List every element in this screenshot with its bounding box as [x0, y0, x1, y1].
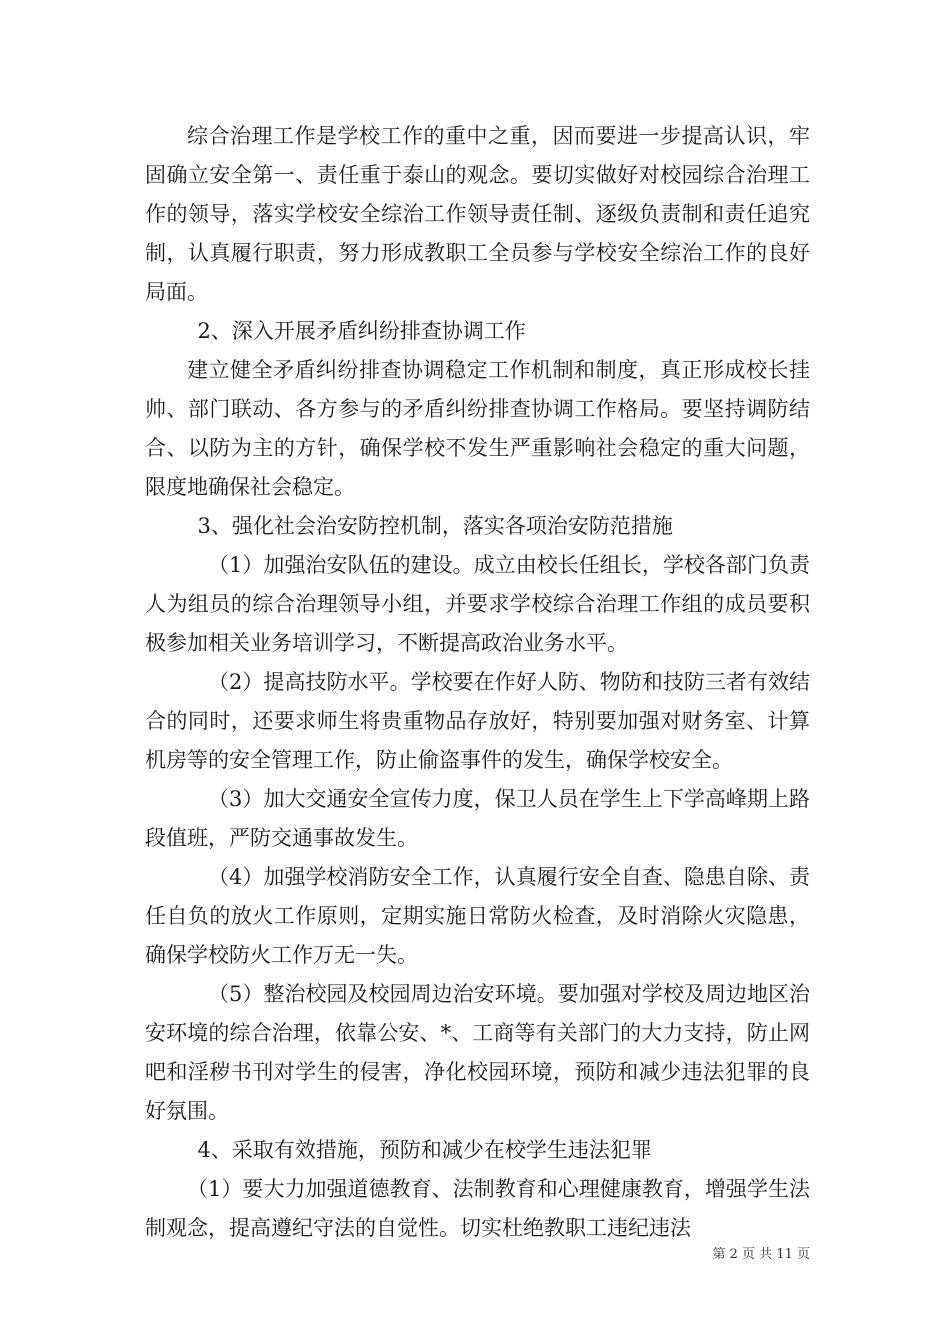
- section-heading-4: 4、采取有效措施，预防和减少在校学生违法犯罪: [197, 1138, 652, 1162]
- section-heading-3: 3、强化社会治安防控机制，落实各项治安防范措施: [197, 514, 673, 538]
- list-item-3-5: （5）整治校园及校园周边治安环境。要加强对学校及周边地区治安环境的综合治理，依靠公安、*、工商等有关部门的大力支持，防止网吧和淫秽书刊对学生的侵害，净化校园环境，预防和减少违法犯罪的良好氛围。: [145, 982, 810, 1123]
- list-item-3-4: （4）加强学校消防安全工作，认真履行安全自查、隐患自除、责任自负的放火工作原则，定期实施日常防火检查，及时消除火灾隐患，确保学校防火工作万无一失。: [145, 865, 810, 967]
- document-body: [145, 117, 810, 1248]
- page-number: 第 2 页 共 11 页: [712, 1247, 810, 1262]
- list-item-3-2: （2）提高技防水平。学校要在作好人防、物防和技防三者有效结合的同时，还要求师生将贵重物品存放好，特别要加强对财务室、计算机房等的安全管理工作，防止偷盗事件的发生，确保学校安全。: [145, 670, 810, 772]
- list-item-3-3: （3）加大交通安全宣传力度，保卫人员在学生上下学高峰期上路段值班，严防交通事故发生。: [145, 787, 810, 850]
- paragraph-intro: 综合治理工作是学校工作的重中之重，因而要进一步提高认识，牢固确立安全第一、责任重于泰山的观念。要切实做好对校园综合治理工作的领导，落实学校安全综治工作领导责任制、逐级负责制和责任追究制，认真履行职责，努力形成教职工全员参与学校安全综治工作的良好局面。: [145, 124, 810, 304]
- list-item-3-1: （1）加强治安队伍的建设。成立由校长任组长，学校各部门负责人为组员的综合治理领导小组，并要求学校综合治理工作组的成员要积极参加相关业务培训学习，不断提高政治业务水平。: [145, 553, 810, 655]
- paragraph-dispute-mechanism: 建立健全矛盾纠纷排查协调稳定工作机制和制度，真正形成校长挂帅、部门联动、各方参与的矛盾纠纷排查协调工作格局。要坚持调防结合、以防为主的方针，确保学校不发生严重影响社会稳定的重大问题，限度地确保社会稳定。: [145, 358, 810, 499]
- list-item-4-1: （1）要大力加强道德教育、法制教育和心理健康教育，增强学生法制观念，提高遵纪守法的自觉性。切实杜绝教职工违纪违法: [145, 1177, 810, 1240]
- section-heading-2: 2、深入开展矛盾纠纷排查协调工作: [197, 319, 526, 343]
